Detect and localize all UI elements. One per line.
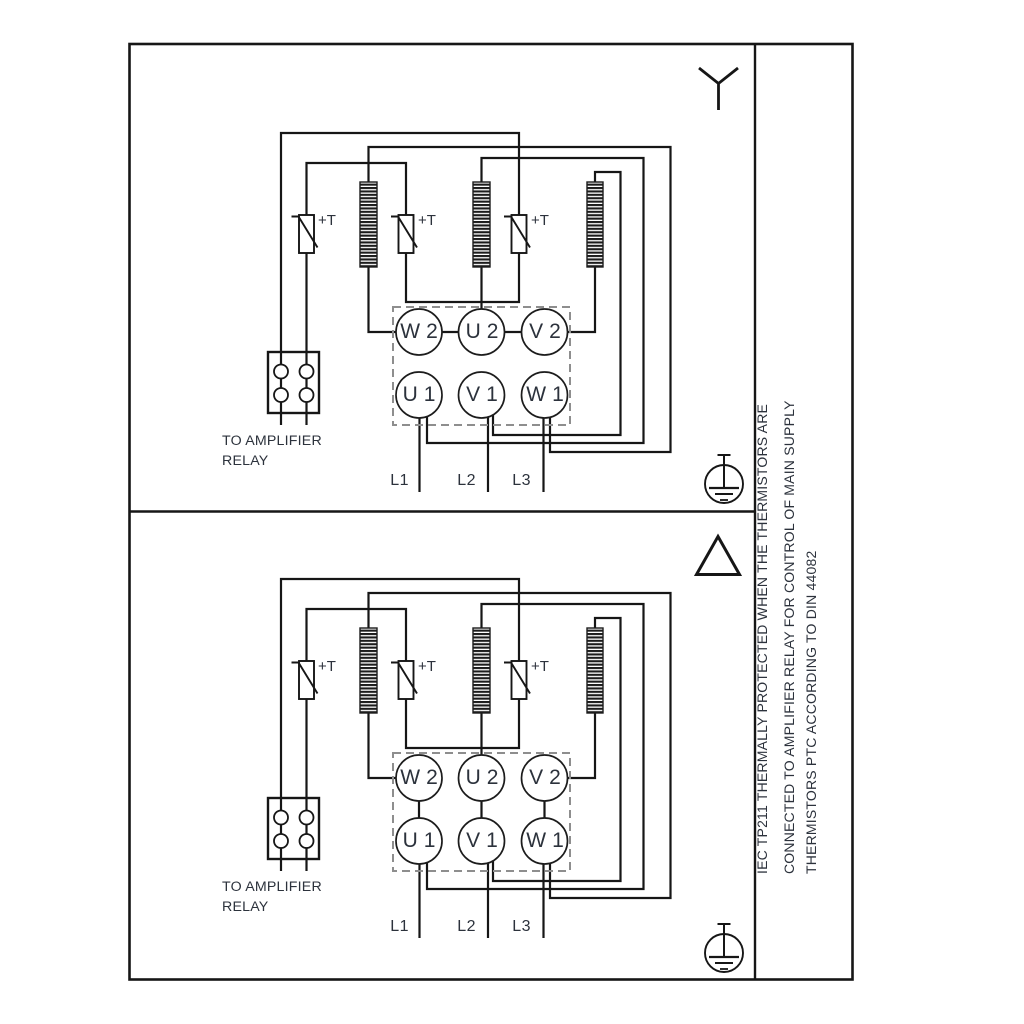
terminal-label-v2: V2 [529, 320, 567, 343]
thermistor-label: +T [318, 212, 336, 229]
terminal-label-v2: V2 [529, 766, 567, 789]
side-note-line: CONNECTED TO AMPLIFIER RELAY FOR CONTROL OF MAIN SUPPLY [781, 400, 797, 874]
relay-caption-line: RELAY [222, 453, 269, 469]
terminal-label-w1: W1 [526, 383, 570, 406]
terminal-label-v1: V1 [466, 383, 504, 406]
thermistor-label: +T [418, 658, 436, 675]
terminal-label-u1: U1 [402, 829, 442, 852]
earth-ground-icon [705, 924, 743, 972]
relay-caption-line: TO AMPLIFIER [222, 433, 322, 449]
delta-symbol-icon [697, 537, 740, 575]
supply-line-label-l1: L1 [390, 918, 409, 935]
terminal-label-u2: U2 [465, 766, 505, 789]
terminal-label-w2: W2 [400, 320, 444, 343]
side-note-line: IEC TP211 THERMALLY PROTECTED WHEN THE THERMISTORS ARE [754, 403, 770, 874]
supply-line-label-l3: L3 [512, 918, 531, 935]
thermistor-label: +T [318, 658, 336, 675]
side-note-line: THERMISTORS PTC ACCORDING TO DIN 44082 [803, 550, 819, 874]
wye-symbol-icon [699, 68, 738, 110]
supply-line-label-l3: L3 [512, 472, 531, 489]
supply-line-label-l2: L2 [457, 918, 476, 935]
thermistor-label: +T [418, 212, 436, 229]
supply-line-label-l1: L1 [390, 472, 409, 489]
terminal-label-w1: W1 [526, 829, 570, 852]
terminal-label-v1: V1 [466, 829, 504, 852]
earth-ground-icon [705, 455, 743, 503]
thermistor-label: +T [531, 212, 549, 229]
terminal-label-u1: U1 [402, 383, 442, 406]
star-panel-circuit [268, 133, 671, 492]
terminal-label-w2: W2 [400, 766, 444, 789]
thermistor-label: +T [531, 658, 549, 675]
terminal-label-u2: U2 [465, 320, 505, 343]
delta-panel-circuit [268, 579, 671, 938]
relay-caption-line: TO AMPLIFIER [222, 879, 322, 895]
supply-line-label-l2: L2 [457, 472, 476, 489]
relay-caption-line: RELAY [222, 899, 269, 915]
